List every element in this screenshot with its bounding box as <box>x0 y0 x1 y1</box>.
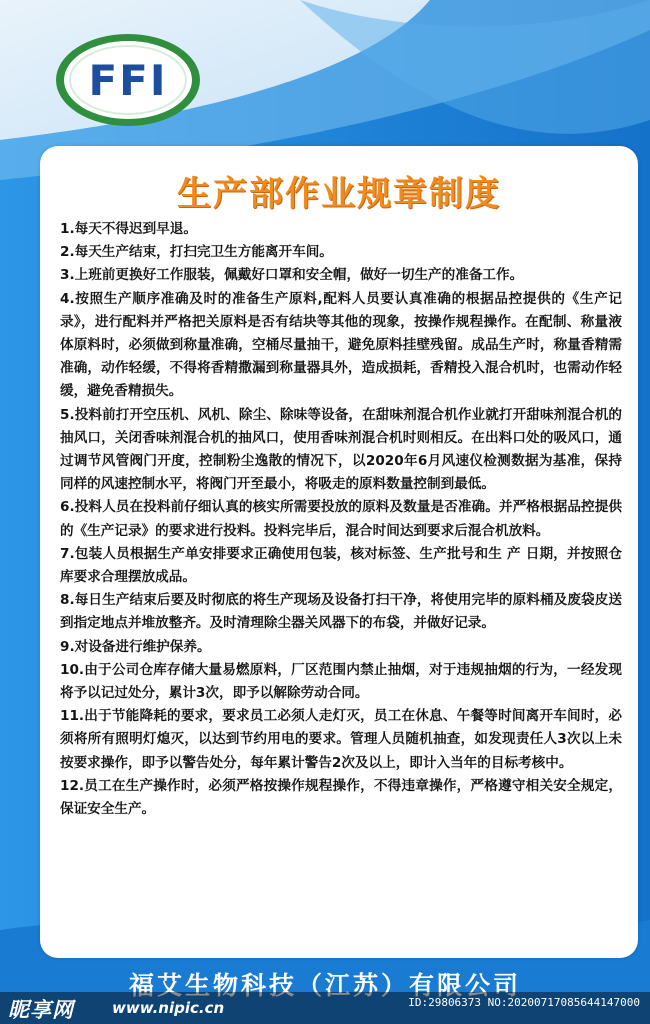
rule-item: 6.投料人员在投料前仔细认真的核实所需要投放的原料及数量是否准确。并严格根据品控提供的《生产记录》的要求进行投料。投料完毕后，混合时间达到要求后混合机放料。 <box>60 499 622 539</box>
rule-item: 9.对设备进行维护保养。 <box>60 638 211 655</box>
company-name: 福艾生物科技（江苏）有限公司 <box>128 971 521 1000</box>
rule-item: 8.每日生产结束后要及时彻底的将生产现场及设备打扫干净，将使用完毕的原料桶及废袋皮送到指定地点并堆放整齐。及时清理除尘器关风器下的布袋，并做好记录。 <box>60 592 622 632</box>
company-logo <box>52 30 204 130</box>
rule-item: 11.出于节能降耗的要求，要求员工必须人走灯灭，员工在休息、午餐等时间离开车间时，必须将所有照明灯熄灭，以达到节约用电的要求。管理人员随机抽查，如发现责任人3次以上未按要求操作，即予以警告处分，每年累计警告2次及以上，即计入当年的目标考核中。 <box>60 708 622 771</box>
rule-item: 5.投料前打开空压机、风机、除尘、除味等设备，在甜味剂混合机作业就打开甜味剂混合机的抽风口，关闭香味剂混合机的抽风口，使用香味剂混合机时则相反。在出料口处的吸风口，通过调节风管阀门开度，控制粉尘逸散的情况下，以2020年6月风速仪检测数据为基准，保持同样的风速控制水平，将阀门开至最小，将吸走的原料数量控制到最低。 <box>60 406 622 493</box>
watermark-brand: 昵享网 <box>8 998 74 1022</box>
rule-item: 10.由于公司仓库存储大量易燃原料，厂区范围内禁止抽烟，对于违规抽烟的行为，一经发现将予以记过处分，累计3次，即予以解除劳动合同。 <box>60 661 622 702</box>
rule-item: 1.每天不得迟到早退。 <box>60 221 197 237</box>
rule-item: 3.上班前更换好工作服装，佩戴好口罩和安全帽，做好一切生产的准备工作。 <box>60 267 524 284</box>
rule-item: 7.包装人员根据生产单安排要求正确使用包装，核对标签、生产批号和生 产 日期，并按照仓库要求合理摆放成品。 <box>60 545 622 586</box>
rules-panel <box>40 146 638 958</box>
rule-item: 2.每天生产结束，打扫完卫生方能离开车间。 <box>60 244 333 261</box>
watermark-site: www.nipic.cn <box>112 999 225 1017</box>
page-title: 生产部作业规章制度 <box>177 174 501 214</box>
rule-item: 4.按照生产顺序准确及时的准备生产原料,配料人员要认真准确的根据品控提供的《生产记录》，进行配料并严格把关原料是否有结块等其他的现象，按操作规程操作。在配制、称量液体原料时，必须做到称量准确，空桶尽量抽干，避免原料挂壁残留。成品生产时，称量香精需准确，动作轻缓，不得将香精撒漏到称量器具外，造成损耗，香精投入混合机时，也需动作轻缓，避免香精损失。 <box>60 290 622 400</box>
rule-item: 12.员工在生产操作时，必须严格按操作规程操作，不得违章操作，严格遵守相关安全规定，保证安全生产。 <box>60 777 622 818</box>
rules-list <box>60 218 622 821</box>
logo-text: FFI <box>88 55 168 105</box>
watermark-id: ID:29806373 NO:20200717085644147000 <box>408 996 640 1009</box>
